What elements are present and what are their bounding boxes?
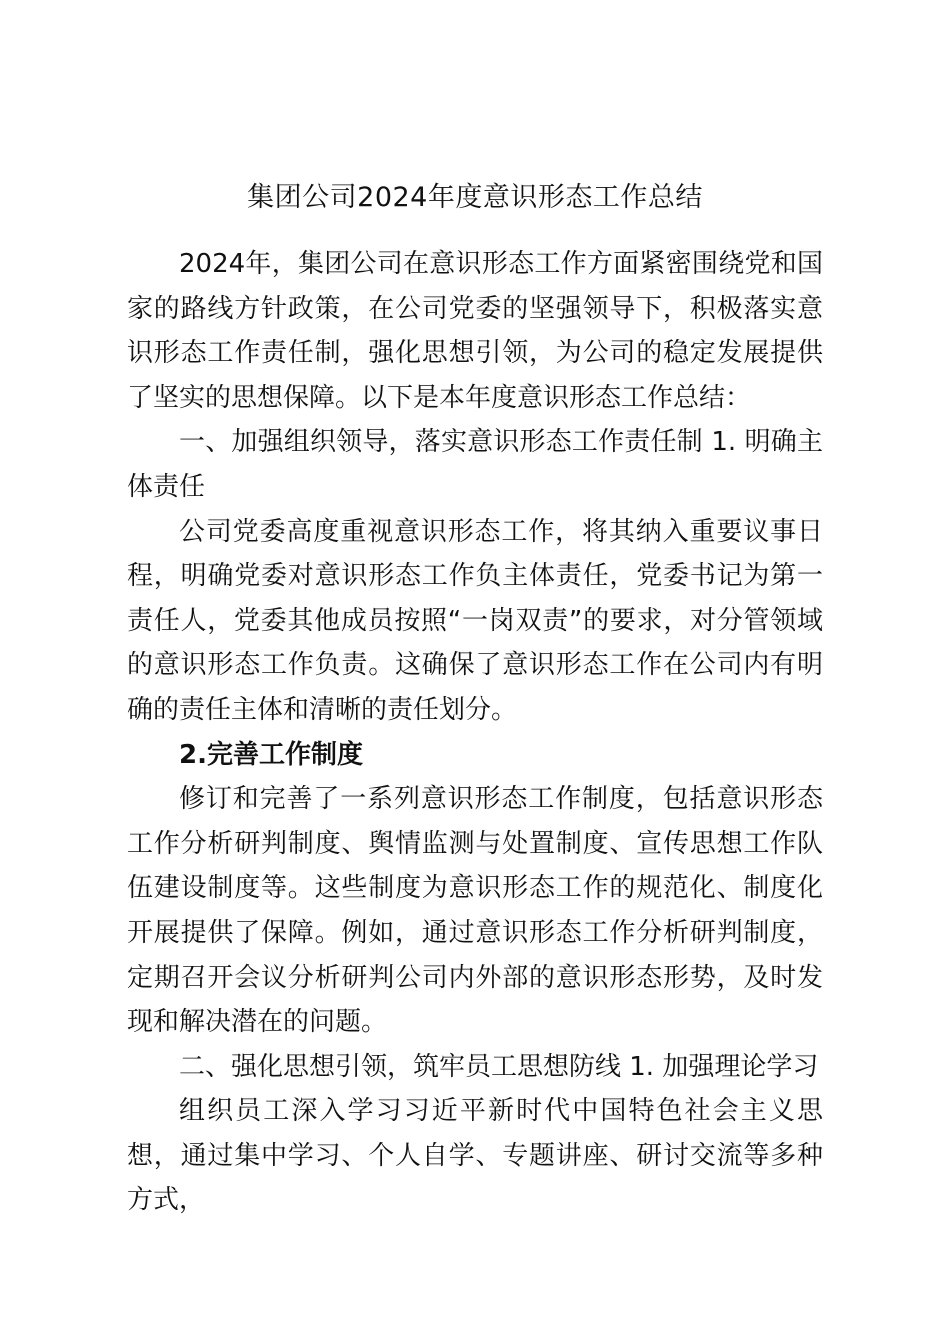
section-heading-2: 二、强化思想引领，筑牢员工思想防线 1. 加强理论学习 [179,1051,819,1082]
intro-paragraph: 2024年，集团公司在意识形态工作方面紧密围绕党和国家的路线方针政策，在公司党委的坚强领导下，积极落实意识形态工作责任制，强化思想引领，为公司的稳定发展提供了坚实的思想保障。以下是本年度意识形态工作总结： [127,249,823,413]
section-heading-1: 一、加强组织领导，落实意识形态工作责任制 1. 明确主体责任 [127,427,823,502]
body-paragraph: 修订和完善了一系列意识形态工作制度，包括意识形态工作分析研判制度、舆情监测与处置制度、宣传思想工作队伍建设制度等。这些制度为意识形态工作的规范化、制度化开展提供了保障。例如，通过意识形态工作分析研判制度，定期召开会议分析研判公司内外部的意识形态形势，及时发现和解决潜在的问题。 [127,784,823,1038]
document-body [127,242,823,1223]
document-title: 集团公司2024年度意识形态工作总结 [247,182,703,213]
body-paragraph: 组织员工深入学习习近平新时代中国特色社会主义思想，通过集中学习、个人自学、专题讲座、研讨交流等多种方式， [127,1096,823,1216]
subsection-heading-2: 2.完善工作制度 [179,739,363,770]
body-paragraph: 公司党委高度重视意识形态工作，将其纳入重要议事日程，明确党委对意识形态工作负主体责任，党委书记为第一责任人，党委其他成员按照“一岗双责”的要求，对分管领域的意识形态工作负责。这确保了意识形态工作在公司内有明确的责任主体和清晰的责任划分。 [127,516,823,725]
